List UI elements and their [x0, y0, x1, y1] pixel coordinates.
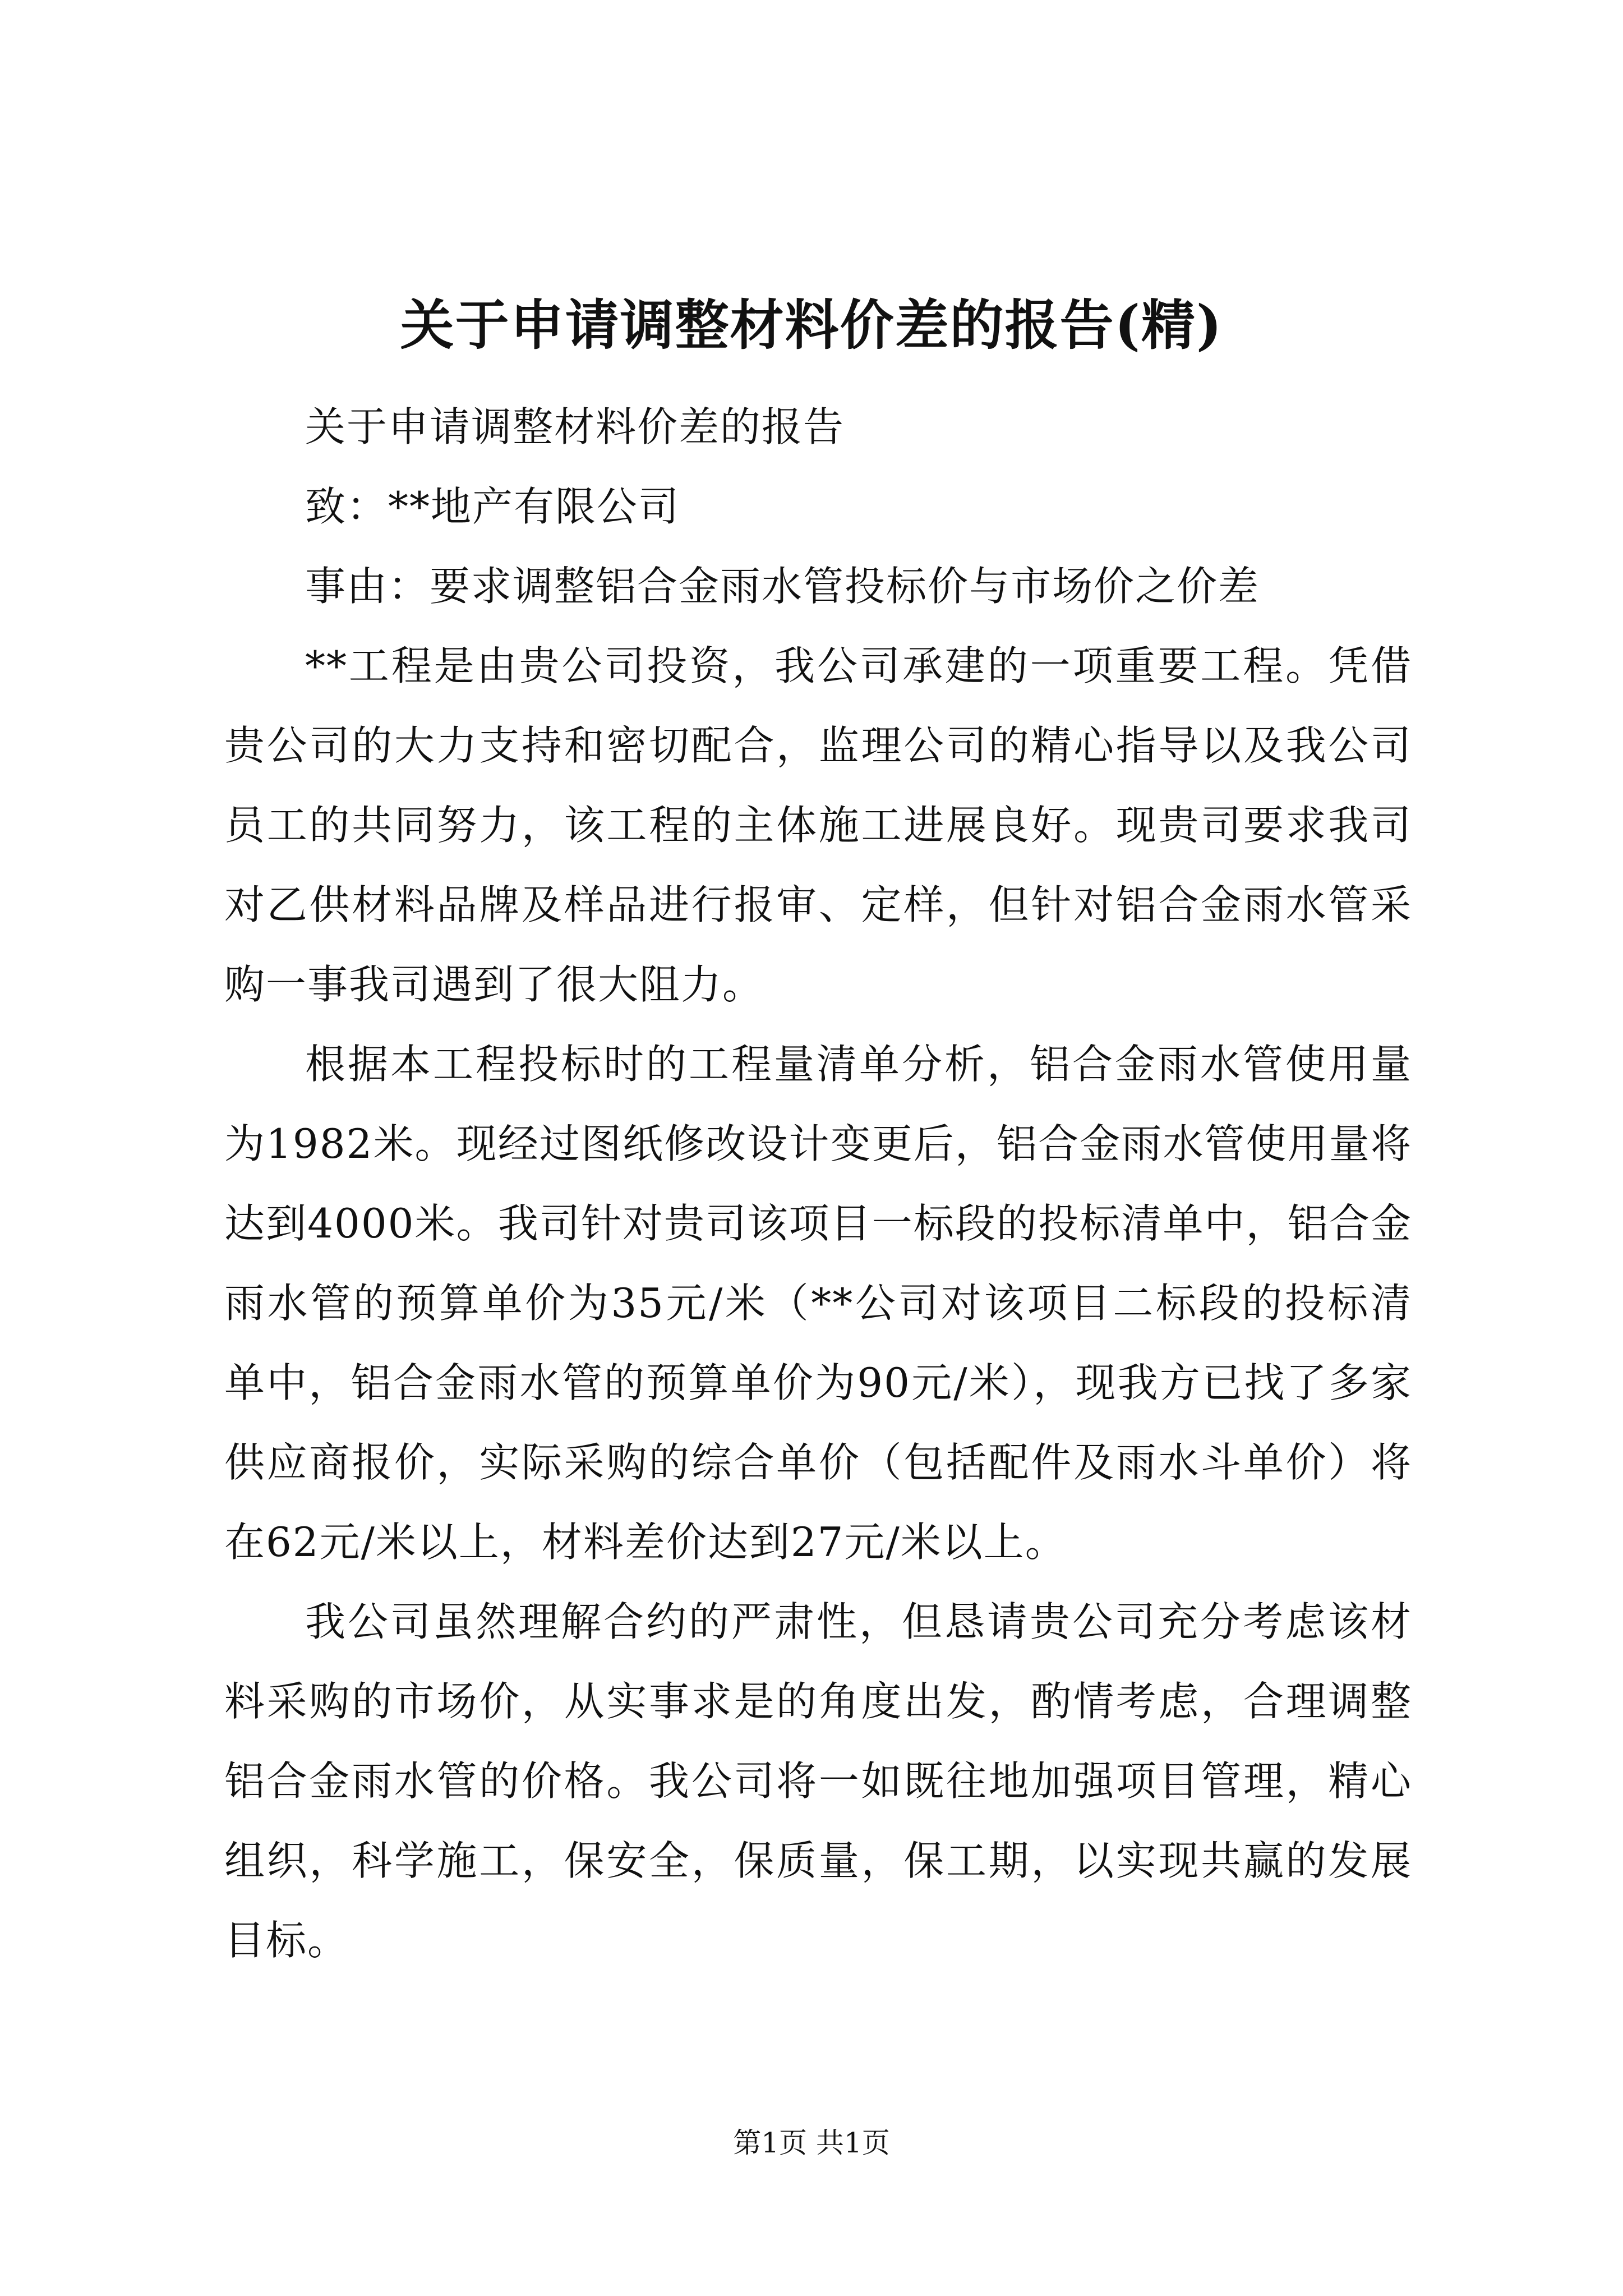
page-footer: 第1页 共1页	[733, 2127, 890, 2159]
subject-paragraph: 事由：要求调整铝合金雨水管投标价与市场价之价差	[305, 563, 1260, 610]
recipient-paragraph: 致：**地产有限公司	[305, 483, 680, 530]
document-title: 关于申请调整材料价差的报告(精)	[400, 293, 1223, 357]
body-paragraph-3: 我公司虽然理解合约的严肃性，但恳请贵公司充分考虑该材料采购的市场价，从实事求是的角度出发，酌情考虑，合理调整铝合金雨水管的价格。我公司将一如既往地加强项目管理，精心组织，科学施工，保安全，保质量，保工期，以实现共赢的发展目标。	[224, 1598, 1412, 1964]
body-paragraph-1: **工程是由贵公司投资，我公司承建的一项重要工程。凭借贵公司的大力支持和密切配合，监理公司的精心指导以及我公司员工的共同努力，该工程的主体施工进展良好。现贵司要求我司对乙供材料品牌及样品进行报审、定样，但针对铝合金雨水管采购一事我司遇到了很大阻力。	[224, 642, 1412, 1008]
report-heading-paragraph: 关于申请调整材料价差的报告	[305, 403, 845, 450]
body-paragraph-2: 根据本工程投标时的工程量清单分析，铝合金雨水管使用量为1982米。现经过图纸修改设计变更后，铝合金雨水管使用量将达到4000米。我司针对贵司该项目一标段的投标清单中，铝合金雨水管的预算单价为35元/米（**公司对该项目二标段的投标清单中，铝合金雨水管的预算单价为90元/米），现我方已找了多家供应商报价，实际采购的综合单价（包括配件及雨水斗单价）将在62元/米以上，材料差价达到27元/米以上。	[224, 1041, 1412, 1566]
document-body	[224, 387, 1412, 1980]
